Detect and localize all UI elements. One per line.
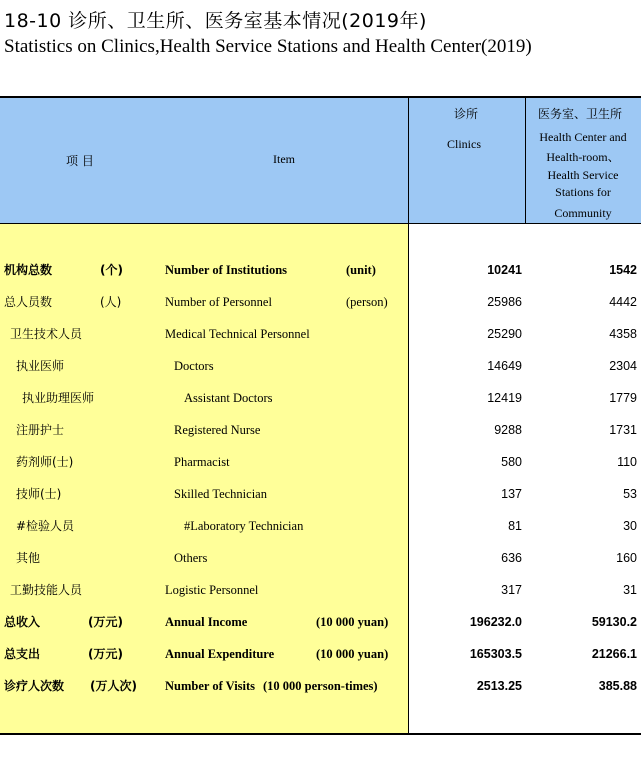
row-label-en: #Laboratory Technician	[184, 519, 304, 533]
row-label-cn: 卫生技术人员	[10, 327, 83, 341]
table-row	[0, 614, 641, 646]
header-stations-en-5: Community	[554, 206, 612, 220]
header-clinics-cn: 诊所	[454, 107, 479, 121]
row-unit-cn: (万元)	[88, 647, 123, 661]
stations-value: 4358	[609, 327, 637, 341]
table-row	[0, 486, 641, 518]
clinics-value: 25290	[487, 327, 522, 341]
row-label-en: Registered Nurse	[174, 423, 261, 437]
row-unit-cn: (万元)	[88, 615, 123, 629]
header-stations-en-4: Stations for	[555, 185, 611, 199]
clinics-value: 2513.25	[476, 679, 522, 693]
stations-value: 21266.1	[591, 647, 637, 661]
stations-value: 1542	[609, 263, 637, 277]
row-label-en: Medical Technical Personnel	[165, 327, 310, 341]
stations-value: 385.88	[598, 679, 637, 693]
clinics-value: 10241	[487, 263, 522, 277]
stations-value: 1731	[609, 423, 637, 437]
table-bottom-rule	[0, 733, 641, 735]
row-unit-en: (10 000 yuan)	[316, 647, 389, 661]
table-row	[0, 454, 641, 486]
stations-value: 4442	[609, 295, 637, 309]
clinics-value: 636	[501, 551, 522, 565]
row-label-cn: 总人员数	[4, 295, 53, 309]
table-row	[0, 262, 641, 294]
row-label-en: Assistant Doctors	[184, 391, 273, 405]
table-row	[0, 550, 641, 582]
row-label-en: Annual Income	[165, 615, 248, 629]
table-row	[0, 582, 641, 614]
stations-value: 160	[616, 551, 637, 565]
header-stations-en-3: Health Service	[547, 168, 619, 182]
row-label-cn: 执业助理医师	[22, 391, 95, 405]
stations-value: 53	[623, 487, 637, 501]
row-label-cn: 工勤技能人员	[10, 583, 83, 597]
row-label-cn: 诊疗人次数	[4, 679, 65, 693]
row-label-cn: 药剂师(士)	[16, 455, 74, 469]
header-clinics-en: Clinics	[447, 137, 482, 151]
row-label-en: Others	[174, 551, 208, 565]
stations-value: 30	[623, 519, 637, 533]
table-row	[0, 326, 641, 358]
header-stations-cn: 医务室、卫生所	[538, 107, 623, 121]
header-stations-en-2: Health-room、	[546, 150, 620, 164]
row-label-cn: 总收入	[4, 615, 41, 629]
row-label-cn: #检验人员	[16, 519, 75, 533]
row-label-en: Pharmacist	[174, 455, 230, 469]
row-label-en: Logistic Personnel	[165, 583, 259, 597]
clinics-value: 137	[501, 487, 522, 501]
page-title-en: Statistics on Clinics,Health Service Stations and Health Center(2019)	[4, 36, 532, 57]
row-label-en: Doctors	[174, 359, 214, 373]
clinics-value: 317	[501, 583, 522, 597]
table-row	[0, 294, 641, 326]
table-row	[0, 678, 641, 710]
clinics-value: 165303.5	[469, 647, 522, 661]
clinics-value: 196232.0	[469, 615, 522, 629]
clinics-value: 580	[501, 455, 522, 469]
stations-value: 2304	[609, 359, 637, 373]
header-separator	[0, 223, 641, 224]
table-row	[0, 646, 641, 678]
stations-value: 31	[623, 583, 637, 597]
row-unit-cn: (人)	[100, 295, 122, 309]
row-label-en: Skilled Technician	[174, 487, 267, 501]
stations-value: 110	[617, 455, 637, 469]
page-title-cn: 18-10 诊所、卫生所、医务室基本情况(2019年)	[4, 10, 427, 32]
row-unit-en: (unit)	[346, 263, 376, 277]
clinics-value: 25986	[487, 295, 522, 309]
row-label-en: Number of Personnel	[165, 295, 272, 309]
clinics-value: 14649	[487, 359, 522, 373]
row-label-cn: 其他	[16, 551, 41, 565]
row-label-cn: 机构总数	[4, 263, 53, 277]
row-label-cn: 执业医师	[16, 359, 65, 373]
row-unit-en: (person)	[346, 295, 388, 309]
header-item-en: Item	[273, 152, 295, 166]
clinics-value: 81	[508, 519, 522, 533]
row-label-en: Number of Institutions	[165, 263, 288, 277]
clinics-value: 12419	[487, 391, 522, 405]
row-label-cn: 技师(士)	[16, 487, 62, 501]
table-row	[0, 518, 641, 550]
stations-value: 59130.2	[591, 615, 637, 629]
row-unit-en: (10 000 yuan)	[316, 615, 389, 629]
row-unit-cn: (个)	[100, 263, 123, 277]
row-label-cn: 注册护士	[16, 423, 65, 437]
clinics-value: 9288	[494, 423, 522, 437]
table-row	[0, 422, 641, 454]
statistics-table	[0, 96, 641, 736]
row-label-cn: 总支出	[4, 647, 41, 661]
header-stations-en-1: Health Center and	[539, 130, 627, 144]
column-divider-2	[525, 98, 526, 223]
row-label-en: Annual Expenditure	[165, 647, 275, 661]
table-top-rule	[0, 96, 641, 98]
row-label-en: Number of Visits	[165, 679, 256, 693]
row-unit-en: (10 000 person-times)	[263, 679, 378, 693]
table-row	[0, 358, 641, 390]
stations-value: 1779	[609, 391, 637, 405]
row-unit-cn: (万人次)	[90, 679, 137, 693]
header-item-cn: 项 目	[66, 154, 94, 168]
table-row	[0, 390, 641, 422]
